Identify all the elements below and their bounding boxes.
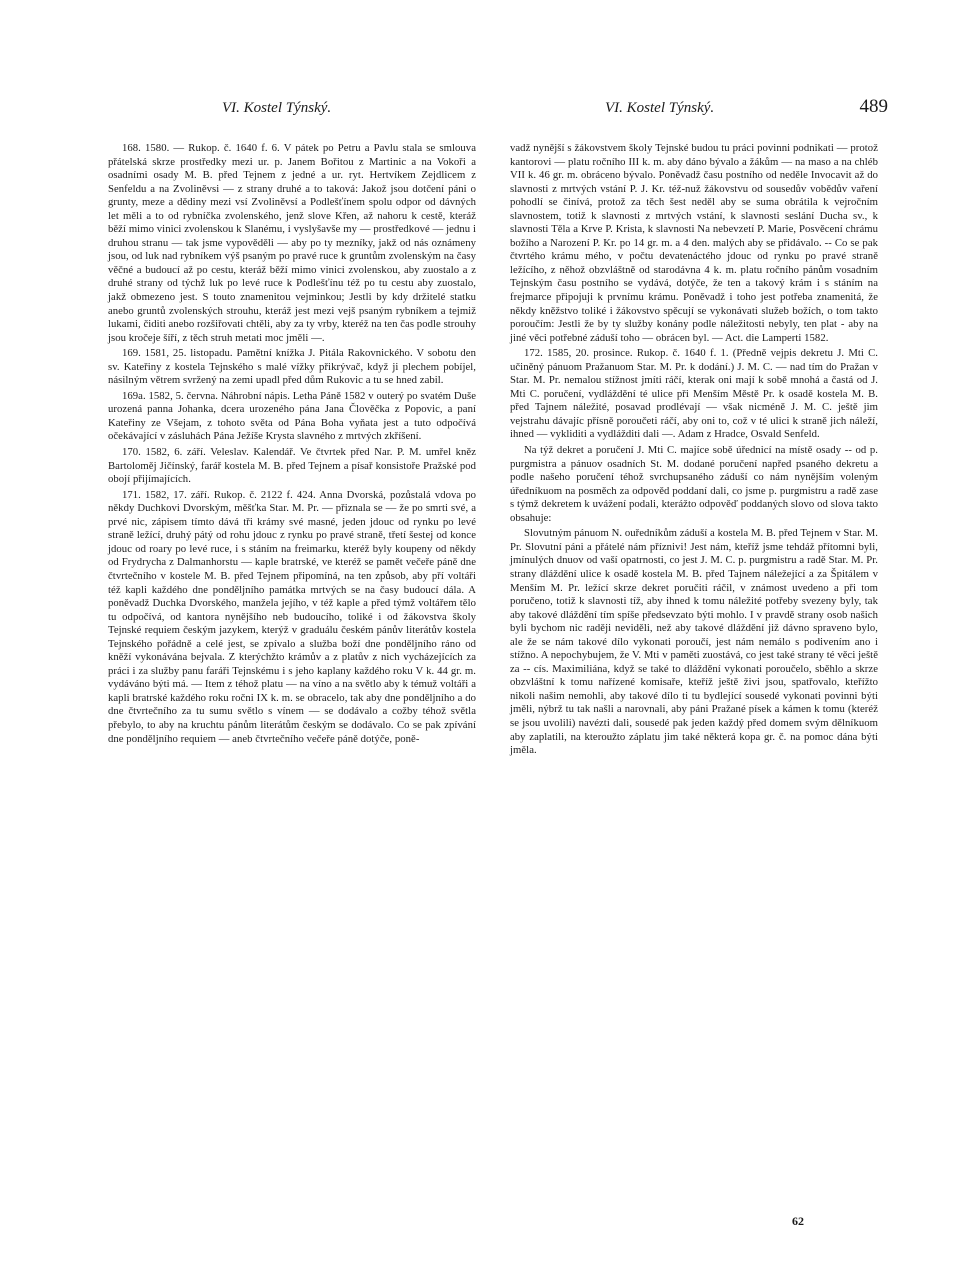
entry-171-continued: vadž nynější s žákovstvem školy Tejnské budou tu práci povinni podnikati — protož kantorovi — platu ročního III k. m. aby dáno bývalo a žákům — na maso a na chléb VII k. 46 gr. m. obráceno bývalo. Poněvadž času postního od neděle Invocavit až do slavnosti z mrtvých vstání P. J. Kr. též-nuž žákovstvu od sousedův vobědův vaření pohodlí se činívá, protož za těch šest neděl aby se suma obrátila k vejročním slavnostem, totiž k slavnosti z mrtvých vstání, k slavnosti seslání Ducha sv., k slavnosti Těla a Krve P. Krista, k slavnosti Na nebevzetí P. Marie, Posvěcení chrámu božího a Narození P. Kr. po 14 gr. m. a 4 den. malých aby se přidávalo. -- Co se pak čtvrtého krámu mého, v počtu devatenáctého jdouc od rynku po pravé straně ležícího, z něhož obzvláštně od starodávna 4 k. m. platu ročního pánům vosadním Tejnským času postního se vydává, dotýče, že ten a takový krám i s stáním na frejmarce připojuji k prvnímu krámu. Poněvadž i toho jest potřeba znamenitá, že někdy kněžstvo toliké i žákovstvo spěcují se vykonávati služeb božích, o tom takto poroučím: Jestli že by ty služby konány podle náležitosti nebyly, ten plat - aby na jiné věci potřebné záduší toho — obrácen byl. — Act. die Lamperti 1582.: [510, 142, 878, 344]
entry-172: 172. 1585, 20. prosince. Rukop. č. 1640 f. 1. (Předně vejpis dekretu J. Mti C. učiněný pánuom Pražanuom Star. M. Pr. k dodání.) J. M. C. — nad tím do Pražan v Star. M. Pr. nemalou stížnost jmíti ráčí, kterak oni mají k sobě mnohá a častá od J. Mti C. poručení, vydláždění té ulice při Menším Městě Pr. k osadě kostela M. B. před Tajnem náležité, posavad prodlévají — však nicméně J. M. C. ještě jim vejstrahu dávajíc přísně poroučeti ráčí, aby oni to, což v té ulici k straně jich náleží, ihned — vykliditi a vydlážditi dali —. Adam z Hradce, Osvald Senfeld.: [510, 347, 878, 441]
entry-170: 170. 1582, 6. září. Veleslav. Kalendář. Ve čtvrtek před Nar. P. M. umřel kněz Bartoloměj Jičínský, farář kostela M. B. před Tejnem a písař konsistoře Pražské pod obojí přijímajících.: [108, 446, 476, 486]
entry-171: 171. 1582, 17. září. Rukop. č. 2122 f. 424. Anna Dvorská, pozůstalá vdova po někdy Duchkovi Dvorským, měšťka Star. M. Pr. — přiznala se — že po smrti své, a prvé nic, zápisem tímto dává tři krámy své masné, jeden jdouc od rynku po levé straně ležící, druhý pátý od rohu jdouc z rynku po pravé straně, třetí šestej od konce jdouc od roary po levé ruce, i s stáním na freimarku, kteréž byly koupeny od někdy od Frydrycha z Dalmanhorstu — kaple bratrské, ve kteréž se pamět večeře páně dne čtvrtečního v kostele M. B. před Tejnem připomíná, na ten způsob, aby pří voltáři též kapli každého dne ponděljního památka mrtvých se na časy budoucí dála. A poněvadž Duchka Dvorského, manžela jejího, v též kaple a před týmž voltářem tělo tu odpočívá, od kantora nynějšího neb budoucího, toliké i od žákovstva školy Tejnské requiem českým jazykem, kterýž v graduálu českém pánův literátův kostela Tejnského pořádně a celé jest, se zpívalo a služba boží dne ponděljního ráno od kněží vykonávána bejvala. Z kterýchžto krámův a z platův z nich vycházejících za práci i za služby panu faráři Tejnskému i s jeho kaplany každého roku V k. 44 gr. m. vydáváno býti má. — Item z téhož platu — na víno a na světlo aby k témuž voltáři a kapli bratrské každého roku ročni IX k. m. se obracelo, tak aby dne ponděljního a do dne čtvrtečního za tu sumu světlo s vínem — se dodávalo a cožby téhož světla přebylo, to aby na kruchtu pánům literátům českým se dodávalo. Co se pak zpívání dne ponděljního requiem — aneb čtvrtečního večeře páně dotýče, poně-: [108, 488, 476, 745]
entry-168: 168. 1580. — Rukop. č. 1640 f. 6. V pátek po Petru a Pavlu stala se smlouva přátelská skrze prostředky mezi ur. p. Janem Bořitou z Martinic a na Vokoři a osadními osady M. B. před Tejnem z jedné a ur. ryt. Hertvíkem Zejdlicem z Senfeldu a na Zvoliněvsi — z strany druhé a to taková: Jakož jsou dotčení páni o grunty, meze a dědiny mezi vsí Zvoliněvsí a Podlešťínem spolu odpor od dávných let měli a to od rybníčka zvolenského, jenž slove Křen, až nahoru k cestě, kteráž běží mimo vinici zvolenskou k Slanému, i vyslyšavše my — prostředkové — jednu i druhou stranu — tak jsme vypověděli — aby po ty mezníky, jakž od nás oznámeny jsou, od luk nad rybníkem výš psaným po pravé ruce k gruntům zvolenským na časy věčné a budoucí až po cestu, kteráž běží mimo vinici zvolenskou, aby zuostalo a z druhé strany od týchž luk po levé ruce k Podlešťínu též po tu cestu aby zuostalo, jakž obmezeno jest. S touto znamenitou vejminkou; Jestli by kdy držitelé statku anebo gruntů zvolenských strouhu, kteráž jest mezi vejš psaným rybníkem a tejmiž lukami, čiditi anebo rozšiřovati chtěli, aby za ty vrby, kteréž na ten čas podle strouhy jsou kročeje šíří, z těch struh metati moc jměli —.: [108, 142, 476, 344]
printer-signature-mark: 62: [792, 1214, 804, 1228]
entry-169: 169. 1581, 25. listopadu. Pamětní knížka J. Pitála Rakovnického. V sobotu den sv. Kateřiny z kostela Tejnského s malé vížky přikrývač, když ji plechem pobíjel, násilným větrem svržený na zemi upadl před dům Rukovic a tu se hned zabil.: [108, 347, 476, 387]
right-column: [510, 142, 878, 758]
entry-172-letter: Slovutným pánuom N. ouředníkům záduší a kostela M. B. před Tejnem v Star. M. Pr. Slovutní páni a přátelé nám příznivi! Jest nám, kteříž jsme tehdáž přítomni byli, jmínulých dnuov od vaší opatrnosti, co jest J. M. C. p. purgmistru a radě Star. M. Pr. strany dláždění ulice k osadě kostela M. B. před Tajnem náležející a za Špitálem v Menším M. Pr. ležící skrze dekret poručiti ráčil, v známost uvedeno a při tom poručeno, totiž k slavnosti tíž, aby ihned k tomu náležité potřeby svezeny byly, tak aby takové dláždění tím spíše předsevzato býti mohlo. I v pravdě strany osob našich byli bychom nic raději neviděli, než aby takové dláždění již dávno spraveno bylo, ale že se nám takové dílo vykonati poroučí, jest nám nemálo s podivením ano i stížno. A nepochybujem, že V. Mti v paměti zuostává, co jest také strany té věci ještě za -- cís. Maximiliána, když se také to dláždění vykonati poroučelo, sběhlo a skrze obzvláštní k tomu nařízené komisaře, kteříž ještě živi jsou, spatřovalo, kteřížto nikoli našim nemohli, aby takové dílo ti tu bydlející sousedé vykonati povinni býti jměli, nýbrž tu tak našli a narovnali, aby páni Pražané písek a kámen k tomu (kteréž se jsou uvolili) navézti dali, sousedé pak jeden každý před domem svým dělníkuom aby zaplatili, na kteroužto záplatu jim také některá kopa gr. č. na pomoc dána býti jměla.: [510, 527, 878, 757]
page-header: [100, 96, 890, 120]
running-head-left: VI. Kostel Týnský.: [222, 100, 332, 116]
page-number: 489: [859, 96, 888, 117]
entry-169a: 169a. 1582, 5. června. Náhrobní nápis. Letha Páně 1582 v outerý po svatém Duše urozená panna Johanka, dcera urozeného pána Jana Člověčka z Popovic, a paní Kateřiny ze Všejam, z tohoto světa od Pána Boha vyňata jest a tuto odpočívá očekávající v zásluhách Pána Ježíše Krysta slavného z mrtvých zkříšení.: [108, 389, 476, 443]
entry-172-decree-response: Na týž dekret a poručení J. Mti C. majíce sobě úřednicí na místě osady -- od p. purgmistra a pánuov osadních St. M. dodané poručení napřed psaného dekretu a podle našeho poručení téhož svrchupsaného záduší co nám nynějším voleným úředníkuom na posměch za odpověd poddaní dali, co jsme p. purgmistru a radě zase s týmž dekretem k uvážení podali, kterážto odpověď poddaných slovo od slova takto obsahuje:: [510, 444, 878, 524]
left-column: [108, 142, 476, 748]
running-head-right: VI. Kostel Týnský.: [605, 100, 715, 116]
